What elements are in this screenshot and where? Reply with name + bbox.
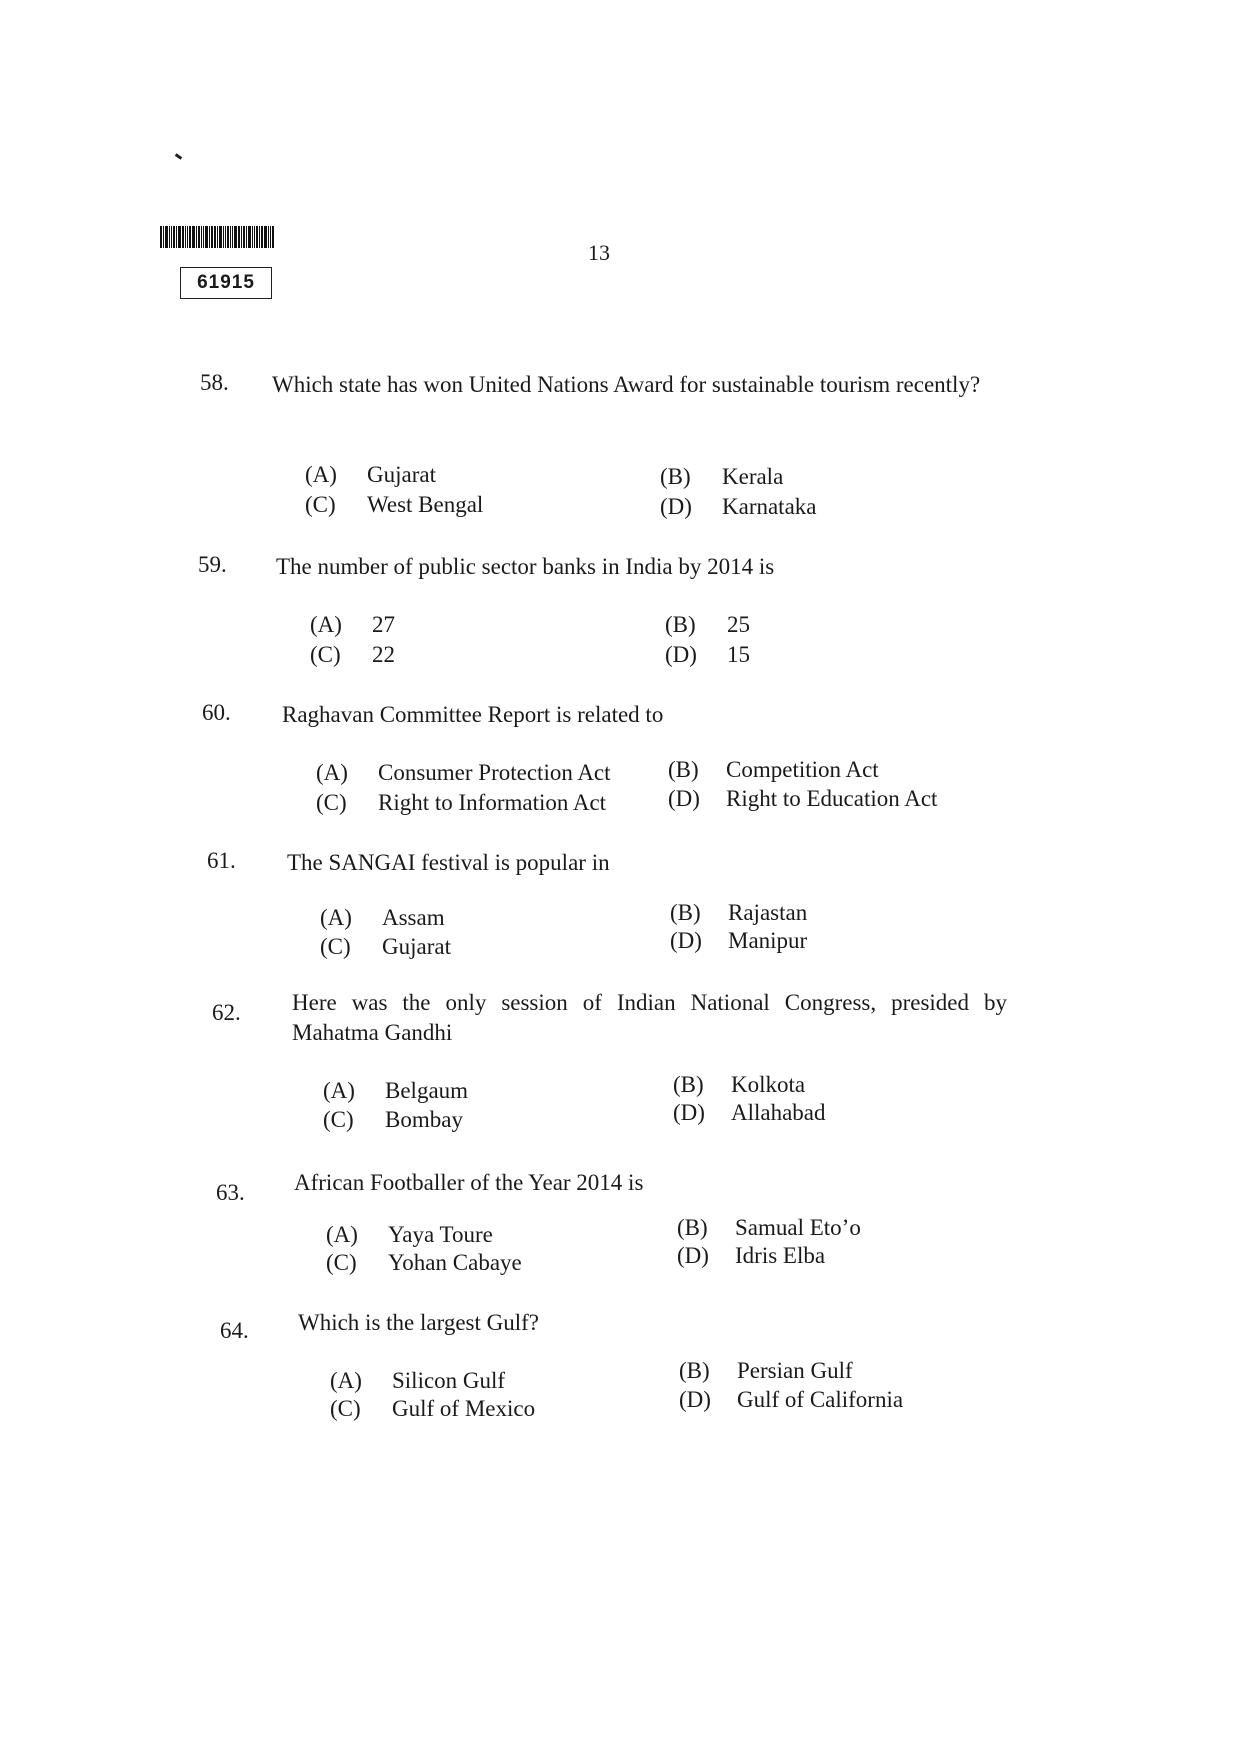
barcode-bar — [225, 226, 226, 248]
option-d: (D) Idris Elba — [677, 1243, 826, 1268]
barcode-bar — [261, 226, 263, 248]
barcode-bar — [243, 226, 245, 248]
option-b: (B) Competition Act — [668, 757, 879, 782]
barcode-bar — [223, 226, 224, 248]
barcode-bar — [169, 226, 170, 248]
barcode-bar — [185, 226, 186, 248]
option-a: (A) Belgaum — [323, 1078, 469, 1103]
scan-mark — [175, 153, 182, 159]
option-c: (C) West Bengal — [305, 492, 484, 517]
question-text: Raghavan Committee Report is related to — [282, 702, 664, 727]
barcode-bar — [230, 226, 231, 248]
barcode-bar — [178, 226, 181, 248]
barcode — [160, 226, 320, 248]
question-text: The number of public sector banks in India by 2014 is — [276, 554, 775, 579]
barcode-bar — [198, 226, 200, 248]
option-d: (D) Karnataka — [660, 494, 817, 519]
option-b: (B) Samual Eto’o — [677, 1215, 861, 1240]
option-a: (A) 27 — [310, 612, 395, 637]
option-d: (D) Right to Education Act — [668, 786, 938, 811]
barcode-bar — [256, 226, 258, 248]
barcode-bar — [192, 226, 195, 248]
question-booklet-code: 61915 — [180, 267, 272, 299]
barcode-bar — [259, 226, 260, 248]
barcode-bar — [173, 226, 175, 248]
option-a: (A) Yaya Toure — [326, 1222, 493, 1247]
barcode-bar — [205, 226, 208, 248]
option-d: (D) Manipur — [670, 928, 808, 953]
barcode-bar — [163, 226, 164, 248]
option-a: (A) Assam — [320, 905, 445, 930]
barcode-bar — [254, 226, 255, 248]
option-c: (C) Right to Information Act — [316, 790, 607, 815]
question-text: The SANGAI festival is popular in — [287, 850, 610, 875]
barcode-bar — [217, 226, 218, 248]
barcode-bar — [160, 226, 162, 248]
question-text: Which state has won United Nations Award for sustainable tourism recently? — [272, 372, 981, 397]
question-text: African Footballer of the Year 2014 is — [294, 1170, 644, 1195]
barcode-bar — [272, 226, 274, 248]
question-number: 62. — [212, 1000, 241, 1025]
option-b: (B) Persian Gulf — [679, 1358, 853, 1383]
barcode-bar — [268, 226, 269, 248]
question-number: 63. — [216, 1180, 245, 1205]
barcode-bar — [211, 226, 213, 248]
barcode-bar — [227, 226, 229, 248]
barcode-bar — [165, 226, 168, 248]
barcode-bar — [176, 226, 177, 248]
option-c: (C) Gujarat — [320, 934, 451, 959]
barcode-bar — [187, 226, 188, 248]
option-b: (B) 25 — [665, 612, 750, 637]
barcode-bar — [219, 226, 222, 248]
barcode-bar — [252, 226, 253, 248]
question-text: Which is the largest Gulf? — [298, 1310, 540, 1335]
barcode-bar — [171, 226, 172, 248]
option-c: (C) Gulf of Mexico — [330, 1396, 536, 1421]
question-text: Here was the only session of Indian National Congress, presided by Mahatma Gandhi — [292, 990, 1007, 1045]
barcode-bar — [201, 226, 202, 248]
question-number: 58. — [200, 370, 229, 395]
barcode-bar — [238, 226, 240, 248]
option-d: (D) Gulf of California — [679, 1387, 904, 1412]
question-number: 61. — [207, 848, 236, 873]
barcode-bar — [209, 226, 210, 248]
barcode-bar — [189, 226, 191, 248]
question-number: 60. — [202, 700, 231, 725]
option-a: (A) Gujarat — [305, 462, 436, 487]
barcode-bar — [234, 226, 237, 248]
question-number: 59. — [198, 552, 227, 577]
option-d: (D) Allahabad — [673, 1100, 826, 1125]
barcode-bar — [196, 226, 197, 248]
barcode-bar — [246, 226, 247, 248]
option-a: (A) Silicon Gulf — [330, 1368, 506, 1393]
barcode-bar — [270, 226, 271, 248]
option-a: (A) Consumer Protection Act — [316, 760, 611, 785]
barcode-bar — [232, 226, 233, 248]
barcode-bar — [203, 226, 204, 248]
option-b: (B) Rajastan — [670, 900, 808, 925]
option-c: (C) Yohan Cabaye — [326, 1250, 522, 1275]
barcode-bar — [214, 226, 216, 248]
page-number: 13 — [588, 240, 610, 265]
barcode-bar — [241, 226, 242, 248]
barcode-bar — [264, 226, 267, 248]
option-d: (D) 15 — [665, 642, 750, 667]
option-c: (C) Bombay — [323, 1107, 463, 1132]
option-c: (C) 22 — [310, 642, 395, 667]
barcode-bar — [182, 226, 184, 248]
barcode-bar — [248, 226, 251, 248]
question-number: 64. — [220, 1318, 249, 1343]
option-b: (B) Kerala — [660, 464, 784, 489]
option-b: (B) Kolkota — [673, 1072, 806, 1097]
